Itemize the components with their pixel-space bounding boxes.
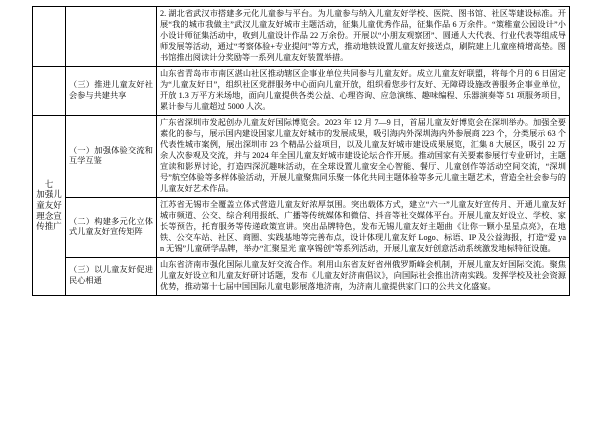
table-row [33, 257, 570, 295]
row-body-text: 山东省青岛市市南区湛山社区推动辖区企事业单位共同参与儿童友好。成立儿童友好联盟，将每个月的 6 日固定为“儿童友好日”，组织社区党群服务中心面向儿童开放，组织看您步行友好、无障碍设施改善服务企事业单位，开放 1.3 万平方米场地，面向儿童提供各类公益、心理咨询、应急演练、趣味编程、乐器演奏等 51 项服务项目，累计参与儿童超过 5000 人次。 [160, 68, 566, 111]
row-topic-cell [66, 115, 157, 197]
row-topic-text: （三）以儿童友好促进民心相通 [69, 265, 153, 286]
row-body-text: 2. 湖北省武汉市搭建多元化儿童参与平台。为儿童参与纳入儿童友好学校、医院、图书馆、社区等建设标准。开展“我的城市我做主”武汉儿童友好城市主题活动，征集儿童优秀作品，征集作品 6 万余件。“策稚童公园设计”小小设计师征集活动中，收到儿童设计作品 22 万余份。开展以“小朋友观察团”、圆通人大代表、行业代表等组成导师发展等活动，通过“考察体验+专业提问”等方式，推动地铁设置儿童友好接送点，刷院建上儿童座椅增高垫。图书馆推出阅读计分奖励等一系列儿童友好装置举措。 [160, 9, 566, 62]
row-index-cell-empty [33, 7, 66, 67]
row-index-cell-empty [33, 66, 66, 115]
row-body-text: 山东省济南市强化国际儿童友好交流合作。利用山东省友好省州俄罗斯峰会机制，开展儿童友好国际交流。聚焦儿童友好设立和儿童友好研讨话题，发布《儿童友好济南倡议》，向国际社会推出济南实践。发挥学校及社会资源优势，推动第十七届中国国际儿童电影展落地济南，为济南儿童提供家门口的公共文化盛宴。 [160, 259, 566, 291]
table-row [33, 197, 570, 257]
row-body-cell [157, 66, 570, 115]
row-body-cell [157, 197, 570, 257]
row-topic-cell [66, 197, 157, 257]
section-number: 七 [44, 178, 54, 189]
row-topic-cell [66, 257, 157, 295]
row-body-cell [157, 115, 570, 197]
table-row [33, 7, 570, 67]
section-index-cell [33, 115, 66, 295]
row-topic-cell [66, 66, 157, 115]
row-body-cell [157, 7, 570, 67]
table-row [33, 115, 570, 197]
table-row [33, 66, 570, 115]
row-topic-text: （一）加强体验交流和互学互鉴 [69, 145, 153, 166]
row-body-text: 江苏省无锡市全覆盖立体式营造儿童友好浓厚氛围。突出载体方式，建立“六一”儿童友好宣传月、开通儿童友好城市频道、公交、综合利用报纸、广播等传统媒体和微信、抖音等社交媒体平台。开展儿童友好设立、学校、家长等预告，托育服务等传递政策宣讲。突出品牌特色，发布无锡儿童友好主题曲《让你一颗小星星点亮》，在地铁、公交车站、社区、商圈、实践基地等完善布点，设计体现儿童友好 Logo、标语、IP 及公益海报，打造“爱 yan 无锡”儿童研学品牌，举办“汇聚星光 童享锡创”等系列活动，开展儿童友好创意活动系统激发地标特征设施。 [160, 199, 566, 253]
section-title: 加强儿童友好理念宣传推广 [36, 189, 62, 232]
report-table [32, 6, 570, 296]
row-topic-text: （三）推进儿童友好社会参与共建共享 [69, 80, 153, 100]
row-body-cell [157, 257, 570, 295]
row-body-text: 广东省深圳市发起创办儿童友好国际博览会。2023 年 12 月 7—9 日，首届儿童友好博览会在深圳举办。加强全要素化的参与，展示国内建设国家儿童友好城市的发展成果，吸引海内外深圳海内外参展商 223 个，分类展示 63 个代表性城市案例，展出深圳市 23 个精品公益项目，以及儿童友好城市建设成果展览，汇集 8 大展区，吸引 22 万余人次参观及交流，并与 2024 年全国儿童友好城市建设论坛合作开展。推动国家有关要素参展行专业研讨，主题宣读和影界讨论，打造四深沉趣味活动，在全球设置儿童安全心智能、餐厅、儿童创作等活动空间交流，“深圳号”航空体验等多样体验活动，开展儿童聚焦同乐聚一体化共同主题体验等多元儿童主题艺术，营造全社会参与的儿童友好艺术作品。 [160, 117, 566, 193]
row-topic-text: （二）构建多元化立体式儿童友好宣传矩阵 [69, 216, 153, 237]
row-topic-cell-empty [66, 7, 157, 67]
